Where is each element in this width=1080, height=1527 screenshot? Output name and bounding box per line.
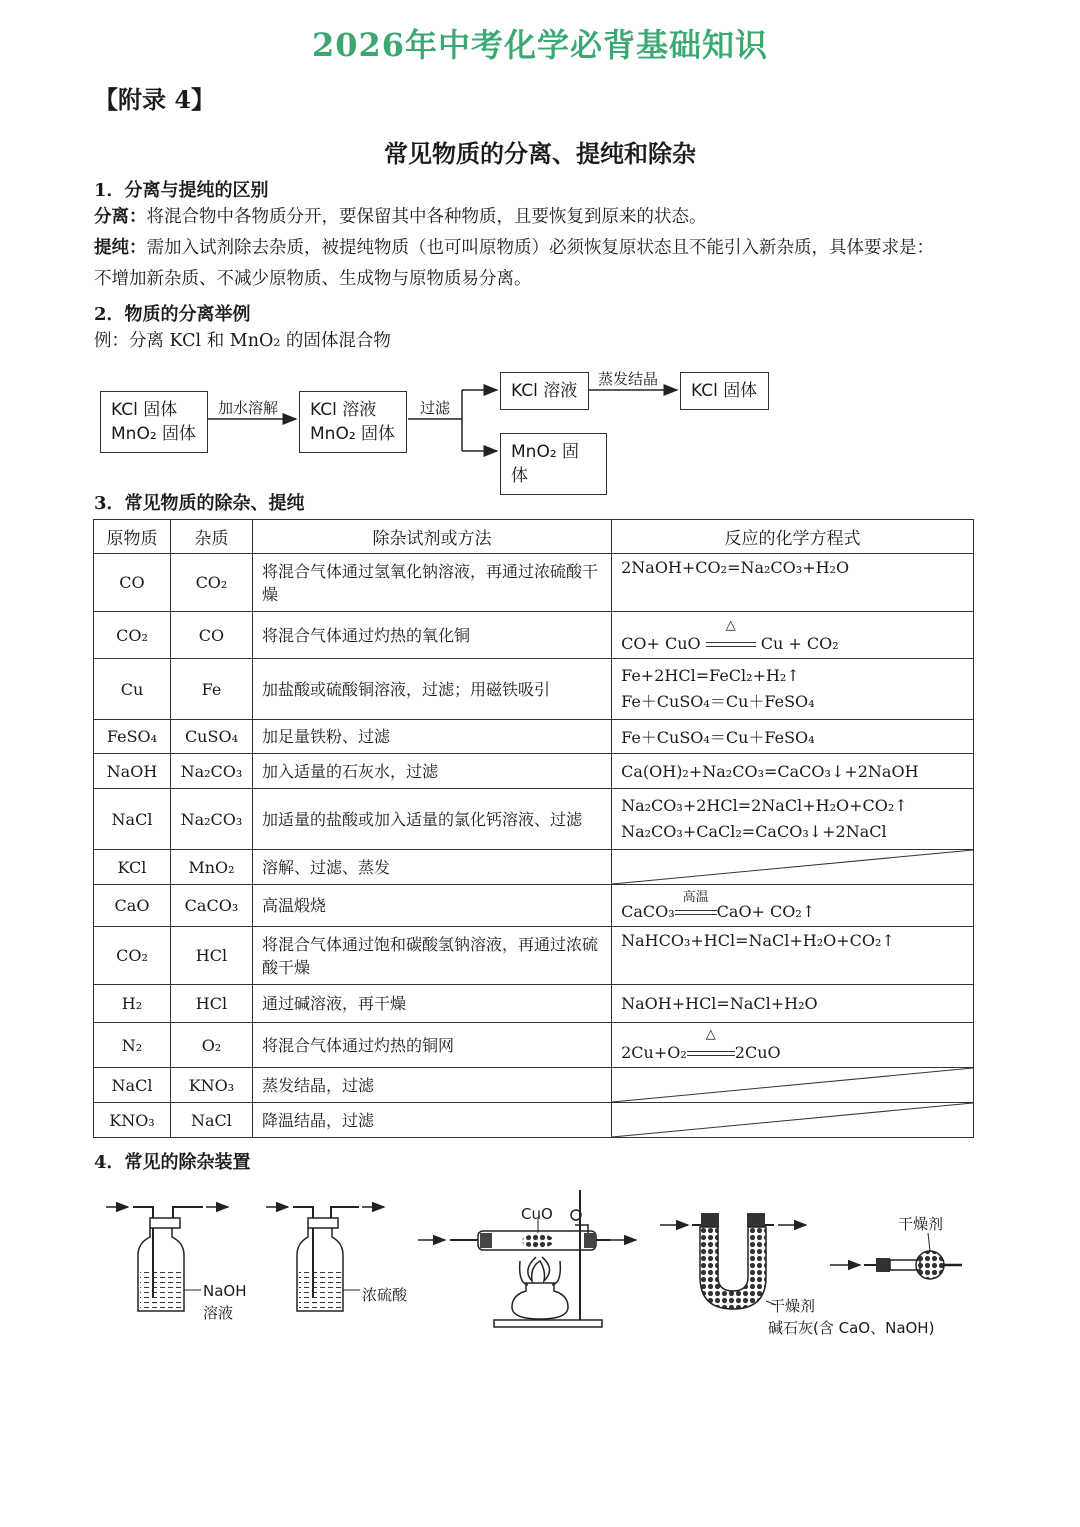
- drying-tube: [830, 1233, 962, 1279]
- cell-method: 将混合气体通过氢氧化钠溶液，再通过浓硫酸干燥: [252, 554, 611, 612]
- cell-method: 加盐酸或硫酸铜溶液，过滤；用磁铁吸引: [252, 659, 611, 720]
- step-evaporate: 蒸发结晶: [598, 370, 659, 388]
- cell-equation: Ca(OH)₂+Na₂CO₃=CaCO₃↓+2NaOH: [612, 754, 974, 789]
- cell-method: 溶解、过滤、蒸发: [252, 850, 611, 885]
- cell-original: CO₂: [94, 612, 171, 659]
- cell-equation-empty: [612, 850, 974, 885]
- eq-right: Cu + CO₂: [760, 634, 839, 653]
- cell-impurity: HCl: [170, 927, 252, 985]
- section-title: 常见物质的分离、提纯和除杂: [384, 139, 696, 168]
- cell-equation: NaHCO₃+HCl=NaCl+H₂O+CO₂↑: [612, 927, 974, 985]
- part2-heading: 2．物质的分离举例: [94, 304, 251, 325]
- equation-line1: Fe+2HCl=FeCl₂+H₂↑: [621, 666, 800, 685]
- table-row: [94, 985, 974, 1023]
- table-row: [94, 927, 974, 985]
- cell-impurity: CaCO₃: [170, 885, 252, 927]
- box-mixture-line2: MnO₂ 固体: [111, 424, 197, 444]
- cell-impurity: O₂: [170, 1023, 252, 1068]
- box-solution-mixture: [299, 391, 407, 453]
- cell-equation: Fe＋CuSO₄＝Cu＋FeSO₄: [612, 720, 974, 754]
- part1-heading: 1．分离与提纯的区别: [94, 180, 269, 201]
- label-desiccant-u-tube: 干燥剂: [770, 1297, 816, 1315]
- part3-heading: 3．常见物质的除杂、提纯: [94, 493, 305, 514]
- header-equation: 反应的化学方程式: [612, 520, 974, 554]
- eq-left: CO+ CuO: [621, 634, 701, 653]
- label-naoh: NaOH: [203, 1282, 247, 1300]
- table-row: [94, 754, 974, 789]
- eq-condition: [675, 890, 717, 921]
- eq-condition-mark: △: [725, 618, 736, 633]
- table-row: [94, 720, 974, 754]
- cell-original: NaCl: [94, 789, 171, 850]
- cell-impurity: Na₂CO₃: [170, 754, 252, 789]
- eq-left: CaCO₃: [621, 902, 675, 921]
- eq-condition: [706, 618, 756, 653]
- label-sulfuric-acid: 浓硫酸: [362, 1286, 408, 1304]
- header-method: 除杂试剂或方法: [252, 520, 611, 554]
- cell-equation-empty: [612, 1068, 974, 1103]
- cell-impurity: Fe: [170, 659, 252, 720]
- table-row: [94, 789, 974, 850]
- cell-method: 加适量的盐酸或加入适量的氯化钙溶液、过滤: [252, 789, 611, 850]
- table-row: [94, 1103, 974, 1138]
- table-row: [94, 612, 974, 659]
- box-kcl-solid: KCl 固体: [680, 372, 769, 410]
- cell-impurity: CO₂: [170, 554, 252, 612]
- box-mno2-solid: MnO₂ 固体: [500, 433, 607, 495]
- cell-equation: NaOH+HCl=NaCl+H₂O: [612, 985, 974, 1023]
- separation-definition: [94, 202, 994, 233]
- purification-requirements: 不增加新杂质、不减少原物质、生成物与原物质易分离。: [94, 269, 532, 289]
- table-row: [94, 1023, 974, 1068]
- table-row: [94, 850, 974, 885]
- label-naoh-solution: 溶液: [203, 1304, 234, 1322]
- purification-label: 提纯：: [94, 238, 147, 258]
- cell-equation: [612, 885, 974, 927]
- cell-method: 降温结晶，过滤: [252, 1103, 611, 1138]
- cell-original: CO: [94, 554, 171, 612]
- cell-method: 加入适量的石灰水，过滤: [252, 754, 611, 789]
- cell-original: KNO₃: [94, 1103, 171, 1138]
- table-header-row: [94, 520, 974, 554]
- part4-heading: 4．常见的除杂装置: [94, 1152, 251, 1173]
- cell-method: 蒸发结晶，过滤: [252, 1068, 611, 1103]
- cell-original: N₂: [94, 1023, 171, 1068]
- cell-impurity: Na₂CO₃: [170, 789, 252, 850]
- cell-equation: [612, 659, 974, 720]
- table-row: [94, 554, 974, 612]
- cell-original: FeSO₄: [94, 720, 171, 754]
- table-row: [94, 885, 974, 927]
- cell-method: 将混合气体通过灼热的氧化铜: [252, 612, 611, 659]
- header-impurity: 杂质: [170, 520, 252, 554]
- eq-left: 2Cu+O₂: [621, 1043, 687, 1062]
- cell-original: Cu: [94, 659, 171, 720]
- cell-equation: [612, 789, 974, 850]
- eq-condition-mark: △: [705, 1027, 716, 1042]
- document-title: 2026年中考化学必背基础知识: [311, 26, 769, 64]
- eq-right: 2CuO: [734, 1043, 781, 1062]
- eq-right: CaO+ CO₂↑: [716, 902, 816, 921]
- cell-original: H₂: [94, 985, 171, 1023]
- appendix-label: 【附录 4】: [94, 85, 216, 114]
- cell-impurity: CuSO₄: [170, 720, 252, 754]
- box-solution-line2: MnO₂ 固体: [310, 424, 396, 444]
- label-cuo: CuO: [521, 1205, 553, 1223]
- box-mixture: [100, 391, 208, 453]
- table-row: [94, 1068, 974, 1103]
- cell-equation: 2NaOH+CO₂=Na₂CO₃+H₂O: [612, 554, 974, 612]
- cell-method: 将混合气体通过灼热的铜网: [252, 1023, 611, 1068]
- label-soda-lime: 碱石灰(含 CaO、NaOH): [768, 1319, 935, 1337]
- box-mixture-line1: KCl 固体: [111, 400, 178, 420]
- label-desiccant-tube: 干燥剂: [898, 1215, 944, 1233]
- separation-example: 例：分离 KCl 和 MnO₂ 的固体混合物: [94, 331, 391, 351]
- cell-impurity: CO: [170, 612, 252, 659]
- cell-original: NaCl: [94, 1068, 171, 1103]
- cell-method: 将混合气体通过饱和碳酸氢钠溶液，再通过浓硫酸干燥: [252, 927, 611, 985]
- cell-equation-empty: [612, 1103, 974, 1138]
- cell-original: CO₂: [94, 927, 171, 985]
- cell-impurity: MnO₂: [170, 850, 252, 885]
- cell-method: 通过碱溶液，再干燥: [252, 985, 611, 1023]
- step-dissolve: 加水溶解: [218, 399, 279, 417]
- cell-equation: [612, 1023, 974, 1068]
- cell-method: 加足量铁粉、过滤: [252, 720, 611, 754]
- equation-line2: Na₂CO₃+CaCl₂=CaCO₃↓+2NaCl: [621, 822, 887, 841]
- cell-impurity: NaCl: [170, 1103, 252, 1138]
- cell-impurity: KNO₃: [170, 1068, 252, 1103]
- eq-condition: [687, 1027, 735, 1062]
- step-filter: 过滤: [420, 399, 451, 417]
- separation-label: 分离：: [94, 207, 147, 227]
- cell-original: CaO: [94, 885, 171, 927]
- cell-original: KCl: [94, 850, 171, 885]
- purification-definition: [94, 233, 994, 264]
- equation-line2: Fe＋CuSO₄＝Cu＋FeSO₄: [621, 692, 815, 711]
- cell-original: NaOH: [94, 754, 171, 789]
- purification-text: 需加入试剂除去杂质，被提纯物质（也可叫原物质）必须恢复原状态且不能引入新杂质，具体要求是：: [146, 238, 934, 258]
- separation-text: 将混合物中各物质分开，要保留其中各种物质，且要恢复到原来的状态。: [146, 207, 707, 227]
- cell-equation: [612, 612, 974, 659]
- cell-method: 高温煅烧: [252, 885, 611, 927]
- eq-condition-mark: 高温: [682, 890, 709, 905]
- cell-impurity: HCl: [170, 985, 252, 1023]
- box-solution-line1: KCl 溶液: [310, 400, 377, 420]
- equation-line1: Na₂CO₃+2HCl=2NaCl+H₂O+CO₂↑: [621, 796, 908, 815]
- box-kcl-solution: KCl 溶液: [500, 372, 589, 410]
- purification-table: [93, 519, 974, 1138]
- header-original: 原物质: [94, 520, 171, 554]
- table-row: [94, 659, 974, 720]
